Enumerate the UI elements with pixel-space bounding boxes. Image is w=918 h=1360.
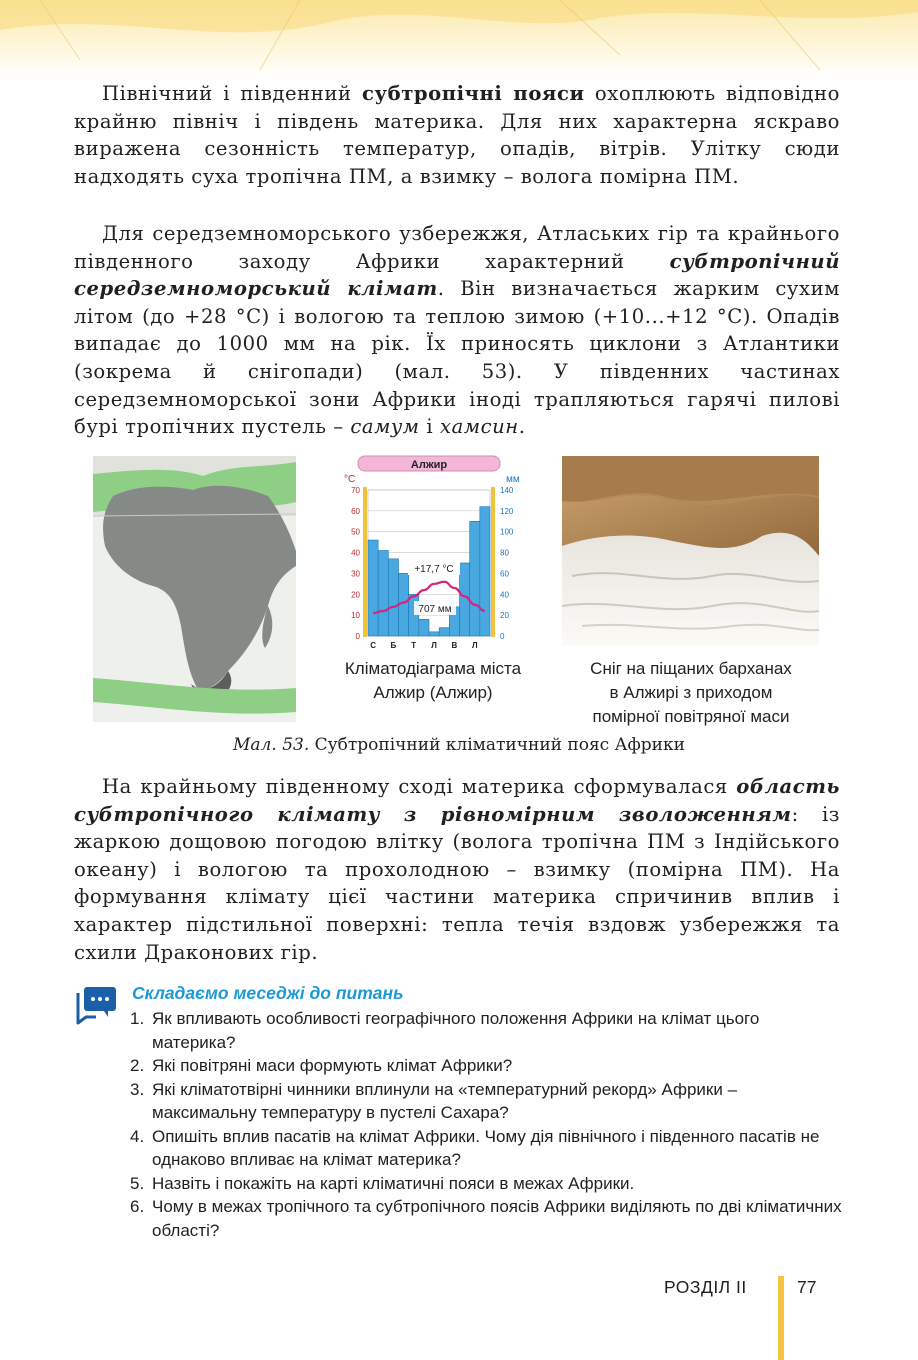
- left-tick-label: 40: [351, 548, 360, 558]
- question-item: [130, 1078, 842, 1125]
- question-number: 4.: [130, 1126, 145, 1146]
- left-tick-label: 10: [351, 611, 360, 621]
- right-tick-label: 60: [500, 569, 509, 579]
- term-subtropical-belts: субтропічні пояси: [362, 82, 585, 105]
- text-run: і: [419, 415, 440, 439]
- question-text: Які повітряні маси формують клімат Африки?: [152, 1056, 513, 1075]
- left-tick-label: 50: [351, 527, 360, 537]
- text-run: охоплюють відповідно крайню північ і південь материка. Для них характерна яскраво виражена сезонність температур, опадів, вітрів. Улітку сюди надходять суха тропічна ПМ, а взимку – волога помірна ПМ.: [74, 82, 840, 188]
- question-text: Як впливають особливості географічного положення Африки на клімат цього материка?: [152, 1009, 760, 1052]
- question-text: Чому в межах тропічного та субтропічного поясів Африки виділяють по дві кліматичних області?: [152, 1197, 842, 1240]
- precipitation-bar: [409, 594, 419, 636]
- precipitation-bar: [439, 628, 449, 636]
- precipitation-label: 707 мм: [418, 604, 452, 615]
- question-number: 2.: [130, 1056, 145, 1075]
- text-run: . Він визначається жарким сухим літом (до +28 °С) і вологою та теплою зимою (+10...+12 °С). Опадів випадає до 1000 мм на рік. Їх приносять циклони з Атлантики (зокрема й снігопади) (мал. 53). У південних частинах середземноморської зони Африки іноді трапляються гарячі пилові бурі тропічних пустель –: [74, 277, 840, 439]
- chart-title: Алжир: [410, 459, 448, 471]
- text-run: На крайньому південному сході материка сформувалася: [102, 775, 737, 798]
- caption-line: Сніг на піщаних барханах: [590, 659, 792, 678]
- paragraph-humid-subtropical: [74, 773, 840, 966]
- left-tick-label: 0: [355, 632, 360, 641]
- question-item: [130, 1125, 842, 1172]
- photo-caption: [560, 657, 822, 729]
- right-tick-label: 100: [500, 527, 514, 537]
- caption-line: помірної повітряної маси: [592, 707, 790, 726]
- section-label: РОЗДІЛ ІІ: [664, 1277, 747, 1297]
- right-tick-label: 80: [500, 548, 509, 558]
- question-text: Назвіть і покажіть на карті кліматичні пояси в межах Африки.: [152, 1173, 635, 1193]
- diagram-caption: [322, 657, 544, 705]
- climate-diagram: [330, 453, 526, 653]
- paragraph-subtropical-belts: [74, 80, 840, 190]
- left-tick-label: 20: [351, 590, 360, 600]
- term-humid-subtropical: область субтропічного клімату з рівномірним зволоженням: [74, 775, 840, 826]
- precipitation-bar: [388, 559, 398, 636]
- month-label: Л: [471, 641, 478, 650]
- question-text: Які кліматотвірні чинники вплинули на «температурний рекорд» Африки – максимальну температуру в пустелі Сахара?: [152, 1079, 738, 1122]
- text-run: .: [518, 415, 526, 439]
- precipitation-bar: [470, 521, 480, 636]
- month-label: Т: [411, 641, 417, 650]
- month-label: Б: [390, 641, 397, 650]
- left-tick-label: 70: [351, 486, 360, 495]
- caption-line: Алжир (Алжир): [373, 683, 493, 702]
- right-tick-label: 20: [500, 611, 509, 621]
- precipitation-bar: [419, 619, 429, 636]
- right-tick-label: 40: [500, 590, 509, 600]
- question-number: 5.: [130, 1173, 145, 1193]
- right-axis: [491, 487, 495, 637]
- question-number: 1.: [130, 1009, 145, 1028]
- questions-list: [130, 1007, 842, 1242]
- question-item: [130, 1172, 842, 1196]
- question-item: [130, 1195, 842, 1242]
- figure-caption: [0, 735, 918, 755]
- snow-dunes-photo: [562, 456, 819, 646]
- term-samum: самум: [350, 415, 420, 439]
- question-number: 3.: [130, 1079, 145, 1099]
- text-run: Для середземноморського узбережжя, Атлаських гір та крайнього південного заходу Африки характерний: [74, 222, 840, 273]
- header-decoration: [0, 0, 918, 78]
- temperature-label: +17,7 °С: [414, 564, 454, 575]
- question-item: [130, 1007, 842, 1054]
- question-text: Опишіть вплив пасатів на клімат Африки. Чому дія північного і південного пасатів не однаково впливає на клімат материка?: [152, 1126, 820, 1169]
- paragraph-mediterranean-climate: [74, 220, 840, 441]
- caption-line: Кліматодіаграма міста: [344, 659, 522, 678]
- chat-bubble-icon: [74, 985, 118, 1027]
- left-axis-unit: °С: [344, 474, 356, 485]
- precipitation-bar: [429, 632, 439, 636]
- text-run: : із жаркою дощовою погодою влітку (волога тропічна ПМ з Індійського океану) і вологою та прохолодною – взимку (помірна ПМ). На формування клімату цієї частини материка спричинив вплив і характер підстильної поверхні: тепла течія вздовж узбережжя та схили Драконових гір.: [74, 802, 841, 964]
- precipitation-bar: [368, 540, 378, 636]
- term-khamsin: хамсин: [439, 415, 519, 439]
- left-tick-label: 60: [351, 506, 360, 516]
- questions-title: Складаємо меседжі до питань: [132, 983, 404, 1003]
- right-tick-label: 120: [500, 506, 514, 516]
- precipitation-bar: [480, 507, 490, 636]
- left-axis: [363, 487, 367, 637]
- africa-map: [93, 456, 296, 722]
- figure-title: Субтропічний кліматичний пояс Африки: [309, 735, 685, 755]
- footer-divider: [778, 1276, 784, 1360]
- month-label: Л: [431, 641, 437, 650]
- month-label: С: [370, 641, 376, 650]
- question-number: 6.: [130, 1197, 145, 1216]
- right-axis-unit: мм: [506, 474, 520, 485]
- question-item: [130, 1054, 842, 1078]
- right-tick-label: 140: [500, 486, 514, 495]
- page-number: 77: [797, 1277, 817, 1297]
- text-run: Північний і південний: [102, 82, 363, 105]
- right-tick-label: 0: [500, 632, 505, 641]
- caption-line: в Алжирі з приходом: [609, 683, 773, 702]
- left-tick-label: 30: [351, 569, 360, 579]
- precipitation-bar: [378, 550, 388, 636]
- term-mediterranean-climate: субтропічний середземноморський клімат: [74, 249, 840, 301]
- month-label: В: [451, 641, 458, 650]
- figure-label: Мал. 53.: [233, 735, 310, 755]
